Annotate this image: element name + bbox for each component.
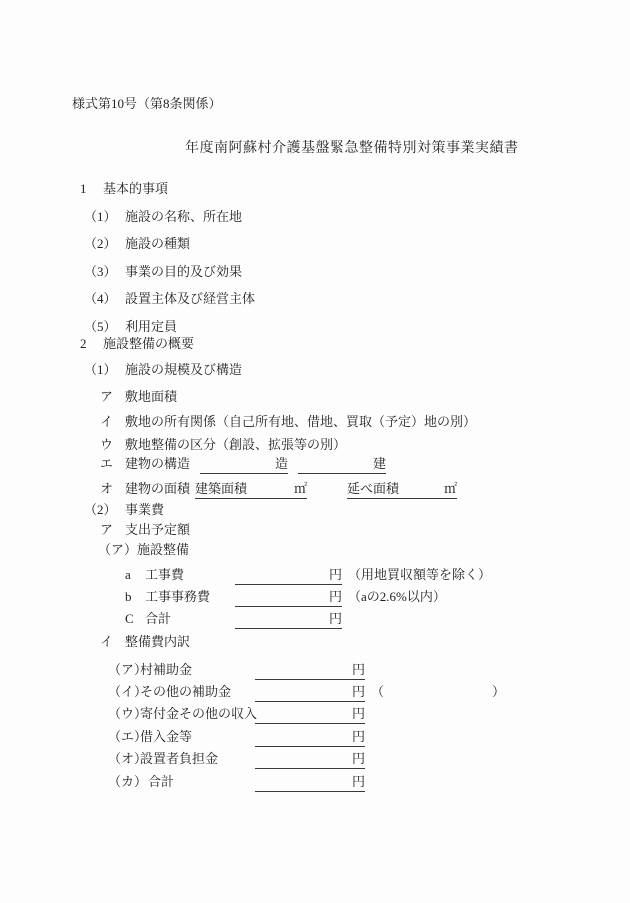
breakdown-loans: （エ）借入金等 円 bbox=[108, 727, 365, 746]
subsection-project-cost: （2） 事業費 bbox=[84, 502, 165, 517]
item-facility-type: （2） 施設の種類 bbox=[84, 236, 191, 251]
other-subsidy-blank: 円 bbox=[255, 682, 365, 702]
subsection-scale-structure: （1） 施設の規模及び構造 bbox=[84, 362, 243, 377]
cost-row-admin: b 工事事務費 円 （aの2.6%以内） bbox=[125, 587, 446, 606]
section-1-heading bbox=[80, 179, 168, 198]
section-2-title: 施設整備の概要 bbox=[103, 336, 195, 351]
breakdown-other-subsidy: （イ）その他の補助金 円 （ ） bbox=[108, 682, 505, 701]
village-subsidy-blank: 円 bbox=[255, 660, 365, 680]
heading-planned-expenditure: ア 支出予定額 bbox=[100, 522, 191, 537]
document-title: 年度南阿蘇村介護基盤緊急整備特別対策事業実績書 bbox=[185, 141, 519, 156]
construction-cost-note: （用地買収額等を除く） bbox=[348, 567, 492, 582]
structure-type-blank: 造 bbox=[200, 454, 288, 474]
construction-cost-blank: 円 bbox=[235, 565, 342, 585]
item-site-ownership: イ 敷地の所有関係（自己所有地、借地、買取（予定）地の別） bbox=[100, 414, 477, 429]
other-subsidy-source-blank bbox=[384, 695, 492, 696]
item-site-area: ア 敷地面積 bbox=[100, 389, 178, 404]
item-project-purpose: （3） 事業の目的及び効果 bbox=[84, 264, 243, 279]
building-area-blank: 建築面積 ㎡ bbox=[195, 479, 307, 499]
item-building-structure: エ 建物の構造 造 建 bbox=[100, 454, 386, 473]
admin-cost-note: （aの2.6%以内） bbox=[348, 589, 446, 604]
item-site-category: ウ 敷地整備の区分（創設、拡張等の別） bbox=[100, 437, 347, 452]
item-capacity: （5） 利用定員 bbox=[84, 319, 178, 334]
item-facility-name: （1） 施設の名称、所在地 bbox=[84, 209, 243, 224]
donations-blank: 円 bbox=[255, 704, 365, 724]
total-cost-blank: 円 bbox=[235, 609, 342, 629]
section-2-heading bbox=[80, 334, 194, 353]
founder-contribution-blank: 円 bbox=[255, 749, 365, 769]
item-building-area: オ 建物の面積 建築面積 ㎡ 延べ面積 ㎡ bbox=[100, 479, 457, 498]
heading-cost-breakdown: イ 整備費内訳 bbox=[100, 634, 191, 649]
cost-row-construction: a 工事費 円 （用地買収額等を除く） bbox=[125, 565, 491, 584]
structure-floors-blank: 建 bbox=[298, 454, 386, 474]
breakdown-village-subsidy: （ア）村補助金 円 bbox=[108, 660, 365, 679]
item-founding-entity: （4） 設置主体及び経営主体 bbox=[84, 291, 256, 306]
admin-cost-blank: 円 bbox=[235, 587, 342, 607]
section-1-number: 1 bbox=[80, 181, 87, 196]
cost-row-total: C 合計 円 bbox=[125, 609, 342, 628]
breakdown-total: （カ）合計 円 bbox=[108, 772, 365, 791]
heading-facility-improvement: （ア）施設整備 bbox=[98, 542, 190, 557]
breakdown-founder-contribution: （オ）設置者負担金 円 bbox=[108, 749, 365, 768]
section-1-title: 基本的事項 bbox=[103, 181, 169, 196]
loans-blank: 円 bbox=[255, 727, 365, 747]
breakdown-donations: （ウ）寄付金その他の収入 円 bbox=[108, 704, 365, 723]
breakdown-total-blank: 円 bbox=[255, 772, 365, 792]
total-floor-area-blank: 延べ面積 ㎡ bbox=[347, 479, 457, 499]
section-2-number: 2 bbox=[80, 336, 87, 351]
form-number: 様式第10号（第8条関係） bbox=[72, 96, 222, 111]
